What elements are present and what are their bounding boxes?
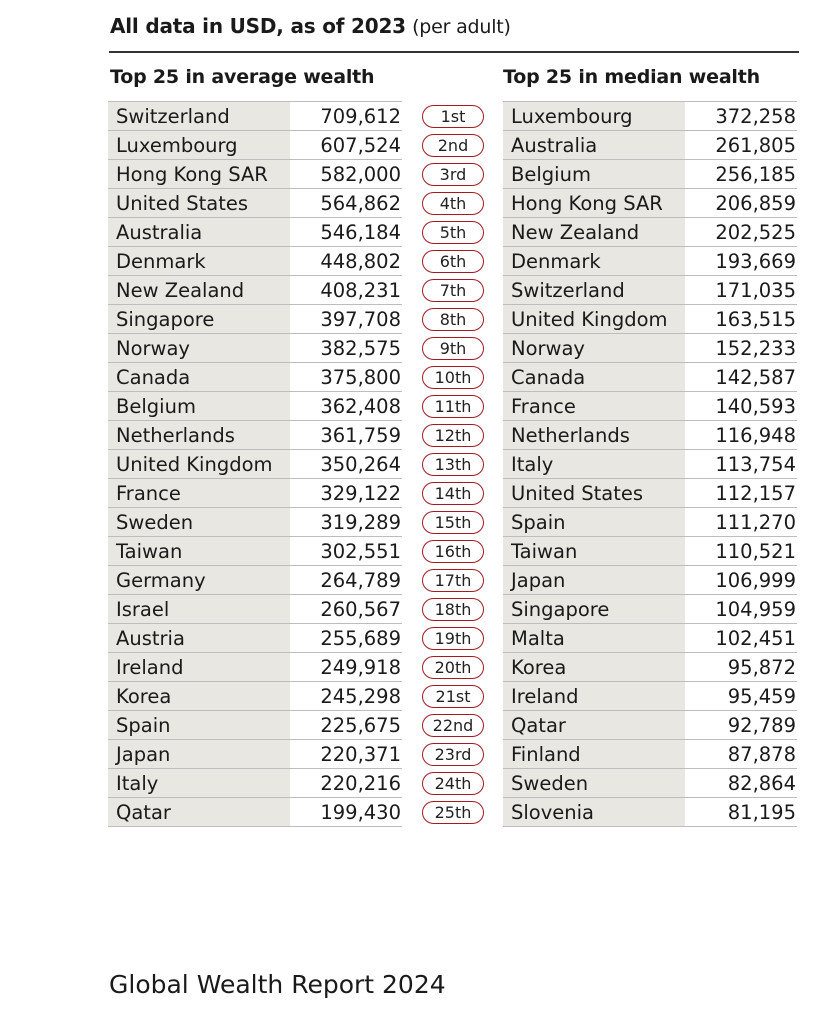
table-row <box>503 508 797 537</box>
country-name: Singapore <box>503 595 685 623</box>
wealth-value: 116,948 <box>715 423 796 447</box>
country-name: Hong Kong SAR <box>503 189 685 217</box>
country-name: Ireland <box>108 653 290 681</box>
country-name: Luxembourg <box>503 102 685 130</box>
table-row <box>108 421 402 450</box>
wealth-value: 408,231 <box>320 278 401 302</box>
country-name: Ireland <box>503 682 685 710</box>
wealth-value: 225,675 <box>320 713 401 737</box>
table-row <box>108 682 402 711</box>
rank-item <box>420 682 486 711</box>
table-row <box>108 653 402 682</box>
median-wealth-title: Top 25 in median wealth <box>503 66 760 88</box>
rank-badge: 16th <box>422 540 484 563</box>
country-name: United Kingdom <box>108 450 290 478</box>
wealth-value: 95,459 <box>727 684 796 708</box>
wealth-value: 375,800 <box>320 365 401 389</box>
country-name: Qatar <box>503 711 685 739</box>
table-row <box>503 595 797 624</box>
wealth-value: 220,371 <box>320 742 401 766</box>
country-name: Switzerland <box>503 276 685 304</box>
country-name: Canada <box>503 363 685 391</box>
country-name: Germany <box>108 566 290 594</box>
table-row <box>503 102 797 131</box>
wealth-value: 92,789 <box>727 713 796 737</box>
rank-badge: 6th <box>422 250 484 273</box>
wealth-value: 319,289 <box>320 510 401 534</box>
table-row <box>503 537 797 566</box>
wealth-value: 564,862 <box>320 191 401 215</box>
rank-badge: 2nd <box>422 134 484 157</box>
table-row <box>503 624 797 653</box>
country-name: New Zealand <box>108 276 290 304</box>
wealth-value: 372,258 <box>715 104 796 128</box>
wealth-value: 199,430 <box>320 800 401 824</box>
country-name: United Kingdom <box>503 305 685 333</box>
wealth-value: 329,122 <box>320 481 401 505</box>
country-name: France <box>108 479 290 507</box>
wealth-value: 113,754 <box>715 452 796 476</box>
table-row <box>503 479 797 508</box>
table-row <box>503 247 797 276</box>
wealth-value: 245,298 <box>320 684 401 708</box>
rank-badge: 14th <box>422 482 484 505</box>
wealth-value: 110,521 <box>715 539 796 563</box>
country-name: New Zealand <box>503 218 685 246</box>
rank-item <box>420 508 486 537</box>
table-row <box>503 682 797 711</box>
rank-item <box>420 624 486 653</box>
wealth-value: 397,708 <box>320 307 401 331</box>
wealth-value: 171,035 <box>715 278 796 302</box>
country-name: Luxembourg <box>108 131 290 159</box>
country-name: United States <box>108 189 290 217</box>
wealth-value: 102,451 <box>715 626 796 650</box>
average-wealth-title: Top 25 in average wealth <box>110 66 375 88</box>
table-row <box>108 276 402 305</box>
country-name: Netherlands <box>503 421 685 449</box>
rank-item <box>420 421 486 450</box>
country-name: Japan <box>108 740 290 768</box>
header-subtitle: (per adult) <box>412 16 511 38</box>
wealth-value: 255,689 <box>320 626 401 650</box>
table-row <box>503 189 797 218</box>
country-name: Denmark <box>503 247 685 275</box>
rank-item <box>420 653 486 682</box>
wealth-value: 260,567 <box>320 597 401 621</box>
rank-badge: 20th <box>422 656 484 679</box>
country-name: Taiwan <box>108 537 290 565</box>
rank-item <box>420 595 486 624</box>
rank-badge: 12th <box>422 424 484 447</box>
rank-badge: 24th <box>422 772 484 795</box>
country-name: Korea <box>108 682 290 710</box>
table-row <box>503 218 797 247</box>
page-header <box>110 14 511 38</box>
country-name: Norway <box>503 334 685 362</box>
wealth-value: 152,233 <box>715 336 796 360</box>
country-name: Australia <box>503 131 685 159</box>
rank-badge: 18th <box>422 598 484 621</box>
table-row <box>108 189 402 218</box>
country-name: Israel <box>108 595 290 623</box>
wealth-value: 546,184 <box>320 220 401 244</box>
rank-item <box>420 769 486 798</box>
rank-badge: 5th <box>422 221 484 244</box>
table-row <box>108 769 402 798</box>
country-name: France <box>503 392 685 420</box>
wealth-value: 220,216 <box>320 771 401 795</box>
rank-badge: 3rd <box>422 163 484 186</box>
rank-column <box>420 102 486 827</box>
table-row <box>503 653 797 682</box>
wealth-value: 709,612 <box>320 104 401 128</box>
wealth-value: 82,864 <box>727 771 796 795</box>
rank-badge: 21st <box>422 685 484 708</box>
country-name: Japan <box>503 566 685 594</box>
rank-item <box>420 537 486 566</box>
country-name: Denmark <box>108 247 290 275</box>
table-row <box>108 537 402 566</box>
rank-item <box>420 711 486 740</box>
wealth-value: 362,408 <box>320 394 401 418</box>
table-row <box>503 334 797 363</box>
table-row <box>503 276 797 305</box>
table-row <box>108 363 402 392</box>
rank-item <box>420 102 486 131</box>
rank-badge: 10th <box>422 366 484 389</box>
rank-item <box>420 479 486 508</box>
table-row <box>503 769 797 798</box>
wealth-value: 111,270 <box>715 510 796 534</box>
table-row <box>108 131 402 160</box>
wealth-value: 448,802 <box>320 249 401 273</box>
rank-item <box>420 305 486 334</box>
wealth-value: 256,185 <box>715 162 796 186</box>
country-name: Finland <box>503 740 685 768</box>
table-row <box>503 740 797 769</box>
table-row <box>108 305 402 334</box>
wealth-value: 112,157 <box>715 481 796 505</box>
table-row <box>108 740 402 769</box>
country-name: Malta <box>503 624 685 652</box>
rank-item <box>420 218 486 247</box>
rank-item <box>420 566 486 595</box>
table-row <box>108 218 402 247</box>
table-row <box>108 624 402 653</box>
rank-badge: 23rd <box>422 743 484 766</box>
country-name: Italy <box>503 450 685 478</box>
wealth-value: 163,515 <box>715 307 796 331</box>
table-row <box>503 421 797 450</box>
country-name: United States <box>503 479 685 507</box>
wealth-value: 249,918 <box>320 655 401 679</box>
table-row <box>108 595 402 624</box>
rank-badge: 22nd <box>422 714 484 737</box>
rank-item <box>420 334 486 363</box>
header-title: All data in USD, as of 2023 <box>110 14 406 38</box>
table-row <box>108 247 402 276</box>
wealth-value: 106,999 <box>715 568 796 592</box>
wealth-value: 382,575 <box>320 336 401 360</box>
table-row <box>503 450 797 479</box>
table-row <box>108 798 402 827</box>
country-name: Sweden <box>503 769 685 797</box>
rank-item <box>420 189 486 218</box>
table-row <box>108 479 402 508</box>
rank-item <box>420 363 486 392</box>
wealth-value: 582,000 <box>320 162 401 186</box>
rank-badge: 8th <box>422 308 484 331</box>
table-row <box>108 102 402 131</box>
rank-item <box>420 160 486 189</box>
country-name: Hong Kong SAR <box>108 160 290 188</box>
median-wealth-table <box>503 101 797 827</box>
wealth-value: 193,669 <box>715 249 796 273</box>
table-row <box>108 160 402 189</box>
rank-badge: 7th <box>422 279 484 302</box>
table-row <box>108 711 402 740</box>
rank-badge: 4th <box>422 192 484 215</box>
country-name: Spain <box>108 711 290 739</box>
wealth-value: 607,524 <box>320 133 401 157</box>
wealth-value: 95,872 <box>727 655 796 679</box>
rank-badge: 19th <box>422 627 484 650</box>
rank-badge: 15th <box>422 511 484 534</box>
table-row <box>503 305 797 334</box>
rank-item <box>420 450 486 479</box>
country-name: Norway <box>108 334 290 362</box>
wealth-value: 202,525 <box>715 220 796 244</box>
country-name: Italy <box>108 769 290 797</box>
rank-badge: 1st <box>422 105 484 128</box>
table-row <box>108 392 402 421</box>
wealth-value: 206,859 <box>715 191 796 215</box>
table-row <box>108 566 402 595</box>
table-row <box>108 508 402 537</box>
table-row <box>503 160 797 189</box>
rank-item <box>420 740 486 769</box>
wealth-value: 350,264 <box>320 452 401 476</box>
table-row <box>108 334 402 363</box>
country-name: Taiwan <box>503 537 685 565</box>
rank-badge: 11th <box>422 395 484 418</box>
country-name: Belgium <box>108 392 290 420</box>
report-footer: Global Wealth Report 2024 <box>109 970 446 999</box>
table-row <box>503 798 797 827</box>
rank-badge: 17th <box>422 569 484 592</box>
country-name: Australia <box>108 218 290 246</box>
rank-badge: 25th <box>422 801 484 824</box>
rank-item <box>420 798 486 827</box>
wealth-value: 142,587 <box>715 365 796 389</box>
country-name: Singapore <box>108 305 290 333</box>
country-name: Switzerland <box>108 102 290 130</box>
rank-item <box>420 276 486 305</box>
country-name: Canada <box>108 363 290 391</box>
table-row <box>503 392 797 421</box>
header-rule <box>109 51 799 53</box>
average-wealth-table <box>108 101 402 827</box>
wealth-value: 104,959 <box>715 597 796 621</box>
wealth-value: 87,878 <box>727 742 796 766</box>
rank-badge: 9th <box>422 337 484 360</box>
table-row <box>503 711 797 740</box>
table-row <box>503 363 797 392</box>
wealth-value: 302,551 <box>320 539 401 563</box>
country-name: Qatar <box>108 798 290 826</box>
country-name: Sweden <box>108 508 290 536</box>
table-row <box>503 566 797 595</box>
country-name: Slovenia <box>503 798 685 826</box>
rank-item <box>420 131 486 160</box>
table-row <box>503 131 797 160</box>
country-name: Belgium <box>503 160 685 188</box>
wealth-value: 361,759 <box>320 423 401 447</box>
country-name: Korea <box>503 653 685 681</box>
wealth-value: 264,789 <box>320 568 401 592</box>
rank-item <box>420 247 486 276</box>
wealth-value: 81,195 <box>727 800 796 824</box>
country-name: Austria <box>108 624 290 652</box>
country-name: Spain <box>503 508 685 536</box>
wealth-value: 140,593 <box>715 394 796 418</box>
country-name: Netherlands <box>108 421 290 449</box>
wealth-value: 261,805 <box>715 133 796 157</box>
rank-item <box>420 392 486 421</box>
rank-badge: 13th <box>422 453 484 476</box>
table-row <box>108 450 402 479</box>
